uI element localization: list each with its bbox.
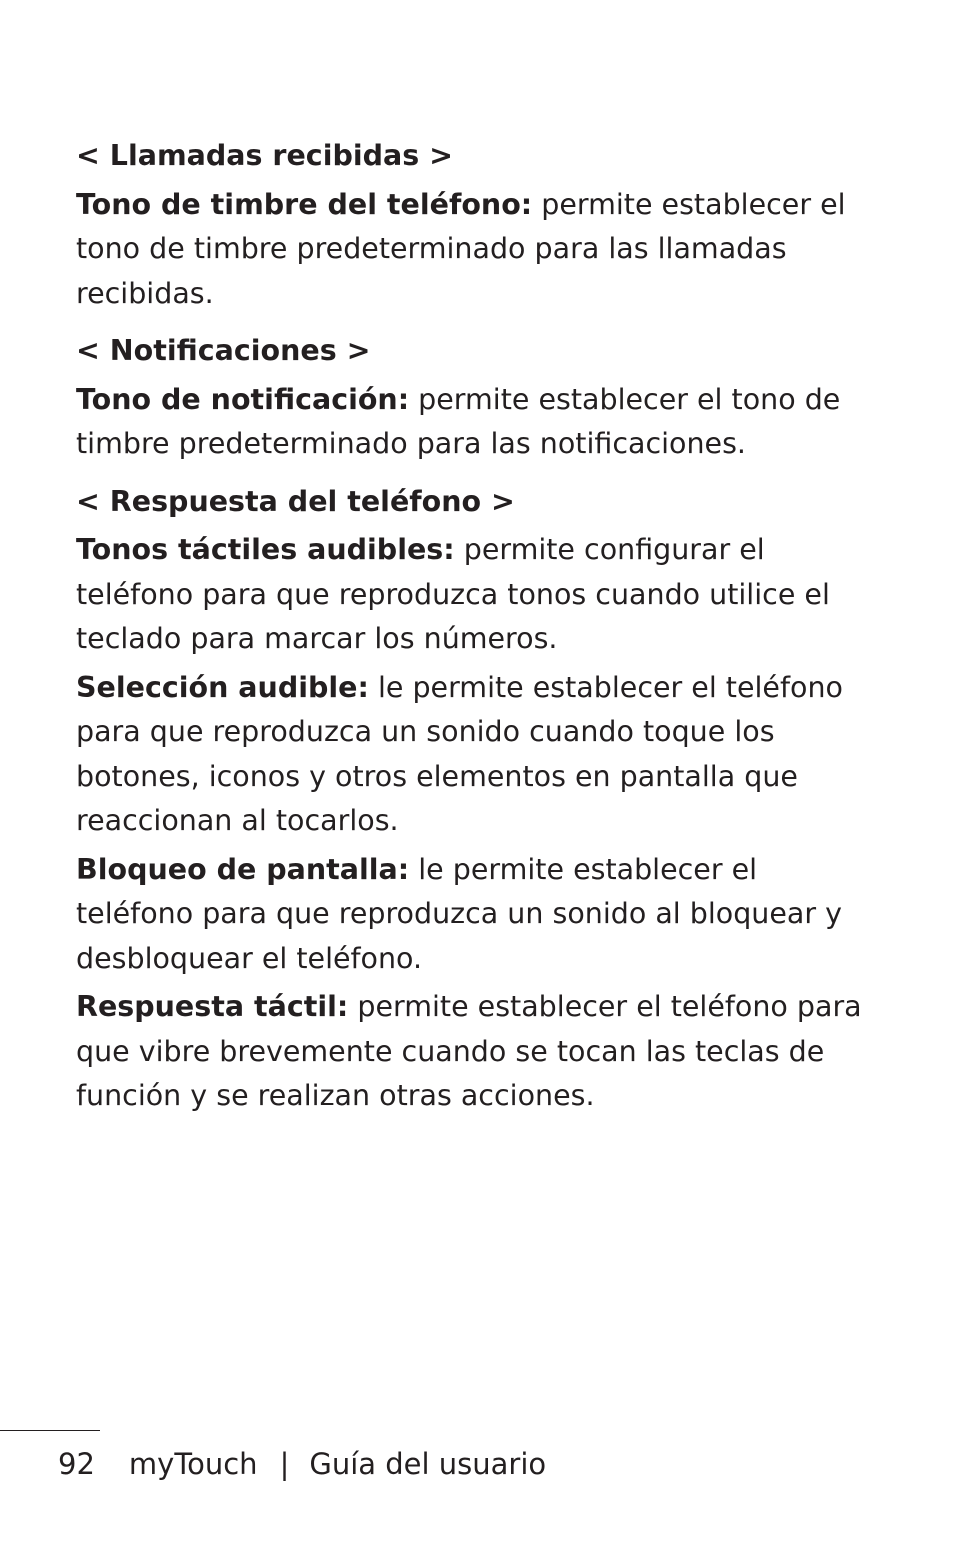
- setting-description: permite establecer el tono de timbre predeterminado para las notificaciones.: [76, 382, 841, 460]
- setting-bloqueo-pantalla: [76, 848, 876, 982]
- page-content: [76, 134, 876, 1119]
- page-footer: [58, 1440, 546, 1488]
- section-heading-respuesta-telefono: < Respuesta del teléfono >: [76, 484, 515, 518]
- setting-term: Tono de notificación:: [76, 382, 410, 416]
- setting-description: permite configurar el teléfono para que reproduzca tonos cuando utilice el teclado para marcar los números.: [76, 533, 830, 655]
- setting-tonos-tactiles: [76, 528, 876, 662]
- setting-description: permite establecer el teléfono para que vibre brevemente cuando se tocan las teclas de función y se realizan otras acciones.: [76, 990, 862, 1112]
- setting-term: Tonos táctiles audibles:: [76, 533, 455, 566]
- setting-tono-notificacion: [76, 378, 876, 467]
- setting-term: Bloqueo de pantalla:: [76, 852, 410, 886]
- setting-respuesta-tactil: [76, 985, 876, 1119]
- setting-description: le permite establecer el teléfono para que reproduzca un sonido al bloquear y desbloquear el teléfono.: [76, 852, 843, 975]
- setting-tono-timbre: [76, 183, 876, 317]
- setting-term: Tono de timbre del teléfono:: [76, 187, 533, 221]
- setting-description: permite establecer el tono de timbre predeterminado para las llamadas recibidas.: [76, 187, 846, 310]
- section-heading-notificaciones: < Notificaciones >: [76, 334, 371, 367]
- page-number: 92: [58, 1447, 95, 1481]
- setting-term: Selección audible:: [76, 670, 369, 704]
- section-heading-llamadas-recibidas: < Llamadas recibidas >: [76, 139, 454, 172]
- setting-seleccion-audible: [76, 666, 876, 844]
- footer-rule: [0, 1430, 100, 1431]
- setting-term: Respuesta táctil:: [76, 990, 349, 1023]
- footer-separator: |: [279, 1447, 290, 1481]
- footer-product: myTouch: [128, 1447, 258, 1481]
- setting-description: le permite establecer el teléfono para que reproduzca un sonido cuando toque los botones, iconos y otros elementos en pantalla que reaccionan al tocarlos.: [76, 670, 843, 837]
- footer-guide-title: Guía del usuario: [309, 1447, 547, 1481]
